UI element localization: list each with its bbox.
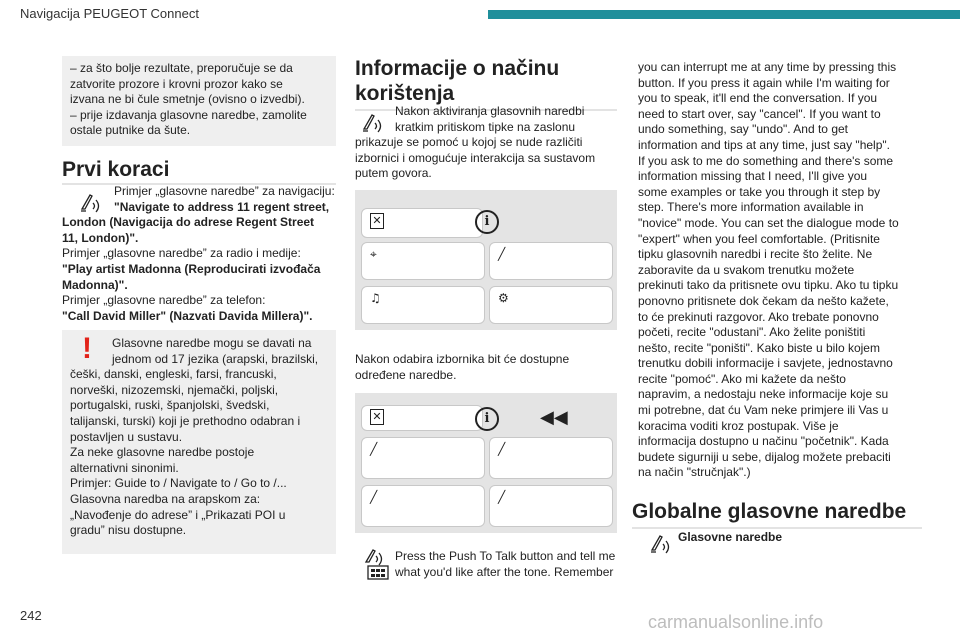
dialogue-text-line: tipku glasovnih naredbi i recite što želite. Ne	[638, 247, 873, 262]
warning-icon: !	[82, 332, 92, 365]
ptt-line: Press the Push To Talk button and tell me	[395, 549, 616, 563]
after-select-line: određene naredbe.	[355, 367, 457, 382]
close-icon: ✕	[370, 409, 384, 425]
dialogue-text-line: mi potrebne, dat ću Vam neke primjere ili Vas u	[638, 403, 889, 418]
voice-command-icon	[646, 530, 674, 558]
dialogue-text-line: step. There's more information available in	[638, 200, 864, 215]
dialogue-text-line: informacija dostupno u načinu "početnik". Kada	[638, 434, 889, 449]
phone-icon: ╱	[498, 490, 506, 504]
phone-icon: ╱	[370, 442, 378, 456]
close-button[interactable]	[361, 405, 483, 431]
watermark: carmanualsonline.info	[648, 612, 824, 632]
after-select-line: Nakon odabira izbornika bit će dostupne	[355, 352, 570, 366]
dialogue-text-line: zaboravite da u svakom trenutku možete	[638, 262, 855, 277]
dialogue-text-line: napravim, a nedostaju neke informacije koje su	[638, 387, 889, 402]
warning-line: talijanski, turski) koji je prethodno odabran i	[70, 413, 301, 428]
example-phone-intro: Primjer „glasovne naredbe” za telefon:	[62, 293, 266, 308]
language-warning-box	[62, 330, 336, 554]
dialogue-text-line: If you ask to me do something and there's some	[638, 153, 894, 168]
example-nav-command: "Navigate to address 11 regent street,	[114, 199, 330, 214]
section-heading-global-commands: Globalne glasovne naredbe	[632, 500, 907, 523]
example-nav-intro: Primjer „glasovne naredbe” za navigaciju:	[114, 184, 335, 198]
header-accent-bar	[488, 10, 960, 19]
settings-menu-button[interactable]	[489, 286, 613, 324]
command-option-button[interactable]	[489, 485, 613, 527]
tips-note-box	[62, 56, 336, 146]
page-number: 242	[20, 608, 42, 623]
command-option-button[interactable]	[489, 437, 613, 479]
warning-line: alternativni sinonimi.	[70, 460, 179, 475]
dialogue-text-line: you to speak, it'll end the conversation. If you	[638, 91, 878, 106]
note-line: – za što bolje rezultate, preporučuje se da	[70, 61, 293, 75]
usage-intro-line: prikazuje se pomoć u kojoj se nude različiti	[355, 135, 583, 150]
warning-line: gradu” nisu dostupne.	[70, 523, 187, 538]
voice-menu-screen-1	[355, 190, 617, 330]
example-radio-command: "Play artist Madonna (Reproducirati izvođača	[62, 261, 321, 276]
dialogue-text-line: to će prekinuti razgovor. Ako trebate ponovno	[638, 309, 879, 324]
dialogue-text-line: undo something, say "undo". And to get	[638, 122, 848, 137]
example-nav-command: 11, London)".	[62, 230, 139, 245]
close-button[interactable]	[361, 208, 483, 238]
info-icon[interactable]: i	[475, 407, 499, 431]
usage-intro-line: izbornici i omogućuje interakcija sa sustavom	[355, 150, 596, 165]
command-option-button[interactable]	[361, 437, 485, 479]
navigation-menu-button[interactable]	[361, 242, 485, 280]
dialogue-text-line: trenutku dobili informacije i savjete, jednostavno	[638, 356, 893, 371]
note-line: ostale putnike da šute.	[70, 123, 191, 138]
phone-icon: ╱	[498, 442, 506, 456]
dialogue-text-line: information and tips at any time, just say "help".	[638, 137, 890, 152]
voice-menu-screen-2	[355, 393, 617, 533]
settings-icon: ⚙	[498, 291, 509, 305]
warning-line: Za neke glasovne naredbe postoje	[70, 445, 255, 460]
note-line: – prije izdavanja glasovne naredbe, zamolite	[70, 107, 307, 122]
phone-icon: ╱	[370, 490, 378, 504]
dialogue-text-line: recite "pomoć". Ako mi kažete da nešto	[638, 371, 846, 386]
dialogue-text-line: budete sigurniji u sebe, dijalog možete prebaciti	[638, 449, 891, 464]
dialogue-text-line: button. If you press it again while I'm waiting for	[638, 75, 890, 90]
usage-intro-line: kratkim pritiskom tipke na zaslonu	[395, 119, 576, 134]
dialogue-text-line: prekinuti tako da pritisnete ovu tipku. Ako tu tipku	[638, 278, 899, 293]
ptt-line: what you'd like after the tone. Remember	[395, 564, 614, 579]
phone-icon: ╱	[498, 247, 506, 261]
commands-table-header: Glasovne naredbe	[678, 530, 783, 544]
dialogue-text-line: information missing that I need, I'll give you	[638, 169, 868, 184]
note-line: izvana ne bi čule smetnje (ovisno o izvedbi).	[70, 92, 305, 107]
info-icon[interactable]: i	[475, 210, 499, 234]
dialogue-text-line: some examples or take you through it step by	[638, 184, 881, 199]
example-radio-intro: Primjer „glasovne naredbe” za radio i medije:	[62, 246, 301, 261]
phone-menu-button[interactable]	[489, 242, 613, 280]
dialogue-text-line: you can interrupt me at any time by pressing this	[638, 60, 897, 74]
command-option-button[interactable]	[361, 485, 485, 527]
warning-line: norveški, nizozemski, njemački, poljski,	[70, 382, 279, 397]
dialogue-text-line: "expert" when you feel comfortable. (Pritisnite	[638, 231, 880, 246]
warning-line: „Navođenje do adrese” i „Prikazati POI u	[70, 507, 286, 522]
back-icon[interactable]: ◀◀	[540, 407, 568, 428]
dialogue-text-line: ponovno pritisnete dok čekam da nešto kažete,	[638, 293, 889, 308]
note-line: zatvorite prozore i krovni prozor kako se	[70, 76, 283, 91]
warning-line: postavljen u sustavu.	[70, 429, 183, 444]
navigation-icon: ⌖	[370, 247, 377, 261]
usage-intro-line: putem govora.	[355, 166, 432, 181]
section-heading-first-steps: Prvi koraci	[62, 158, 170, 181]
dialogue-text-line: nešto, recite "poništi". Kako biste u bilo kojem	[638, 340, 880, 355]
dialogue-text-line: na način "stručnjak".)	[638, 465, 751, 480]
heading-underline	[632, 527, 922, 529]
warning-line: jednom od 17 jezika (arapski, brazilski,	[112, 351, 319, 366]
close-icon: ✕	[370, 213, 384, 229]
dialogue-text-line: need to start over, say "cancel". If you want to	[638, 106, 881, 121]
dialogue-text-line: početi, recite "odustani". Ako želite poništiti	[638, 325, 866, 340]
example-radio-command: Madonna)".	[62, 277, 128, 292]
usage-intro-line: Nakon aktiviranja glasovnih naredbi	[395, 104, 585, 118]
music-icon: ♫	[370, 291, 381, 305]
warning-line: portugalski, ruski, španjolski, švedski,	[70, 398, 270, 413]
push-to-talk-icon	[360, 548, 390, 580]
dialogue-text-line: "novice" mode. You can set the dialogue mode to	[638, 215, 899, 230]
running-header-title: Navigacija PEUGEOT Connect	[20, 6, 199, 21]
example-nav-command: London (Navigacija do adrese Regent Street	[62, 215, 315, 230]
warning-line: Primjer: Guide to / Navigate to / Go to /...	[70, 476, 287, 491]
example-phone-command: "Call David Miller" (Nazvati Davida Millera)".	[62, 308, 313, 323]
media-menu-button[interactable]	[361, 286, 485, 324]
dialogue-text-line: koracima voditi kroz postupak. Više je	[638, 418, 839, 433]
warning-line: Glasovna naredba na arapskom za:	[70, 491, 261, 506]
warning-line: Glasovne naredbe mogu se davati na	[112, 336, 312, 350]
section-heading-usage-info: Informacije o načinu korištenja	[355, 57, 560, 105]
warning-line: češki, danski, engleski, farsi, francuski,	[70, 367, 277, 382]
